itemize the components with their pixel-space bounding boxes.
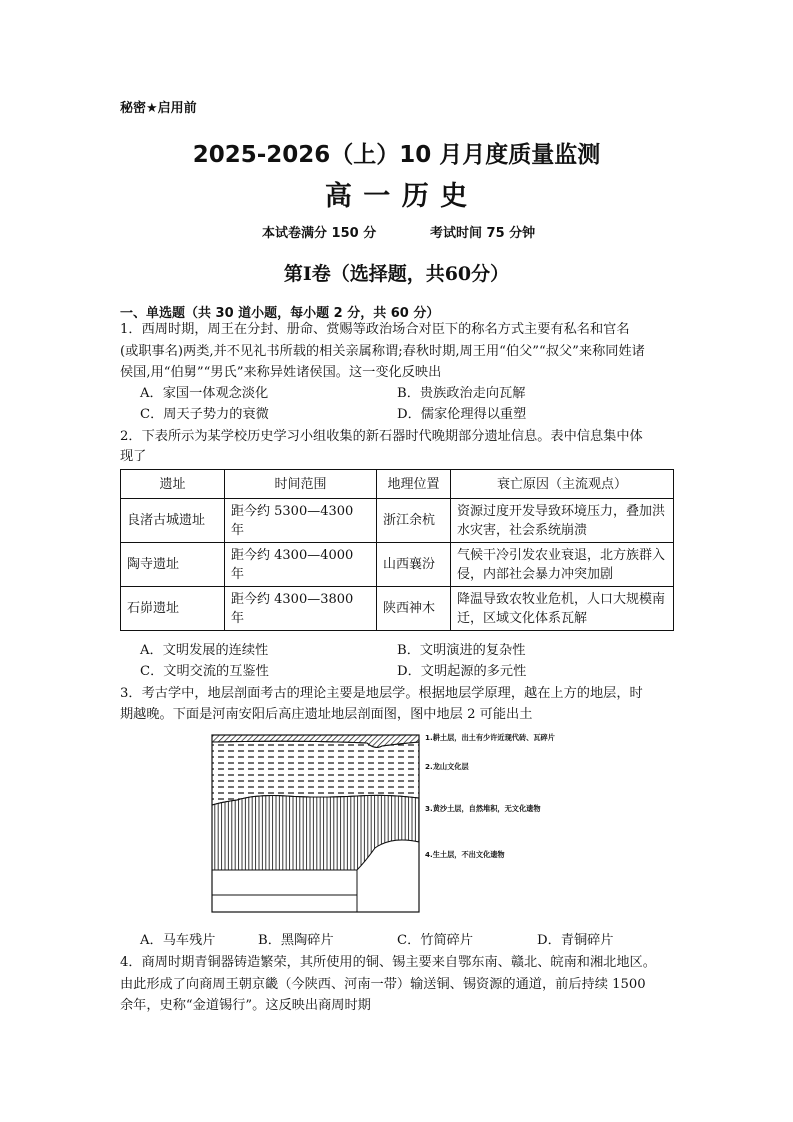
q1-option-d[interactable]: D．儒家伦理得以重塑 <box>397 407 527 422</box>
table-header-row <box>121 470 674 499</box>
table-header-cell: 时间范围 <box>225 470 377 499</box>
site-table <box>120 469 674 631</box>
q2-option-d[interactable]: D．文明起源的多元性 <box>397 664 527 679</box>
table-cell-time: 距今约 4300—3800 年 <box>225 587 377 631</box>
table-cell-place: 浙江余杭 <box>377 499 451 543</box>
q4-line-2: 由此形成了向商周王朝京畿（今陕西、河南一带）输送铜、锡资源的通道，前后持续 1500 <box>120 977 646 992</box>
stratigraphy-diagram <box>207 730 497 915</box>
table-cell-cause: 气候干冷引发农业衰退，北方族群入侵，内部社会暴力冲突加剧 <box>451 543 674 587</box>
table-cell-time: 距今约 5300—4300 年 <box>225 499 377 543</box>
diagram-label-layer-4: 4.生土层，不出文化遗物 <box>425 850 505 859</box>
score-info: 本试卷满分 150 分 <box>262 226 377 241</box>
q1-line-3: 侯国,用“伯舅”“男氏”来称异姓诸侯国。这一变化反映出 <box>120 365 442 380</box>
q2-line-1: 2．下表所示为某学校历史学习小组收集的新石器时代晚期部分遗址信息。表中信息集中体 <box>120 429 643 444</box>
q2-option-a[interactable]: A．文明发展的连续性 <box>140 643 269 658</box>
table-cell-site: 石峁遗址 <box>121 587 225 631</box>
q3-option-a[interactable]: A．马车残片 <box>140 933 216 948</box>
q1-option-b[interactable]: B．贵族政治走向瓦解 <box>397 386 526 401</box>
table-cell-site: 良渚古城遗址 <box>121 499 225 543</box>
secret-label: 秘密★启用前 <box>120 101 197 116</box>
q2-line-2: 现了 <box>120 449 147 464</box>
table-row <box>121 499 674 543</box>
q4-line-1: 4．商周时期青铜器铸造繁荣，其所使用的铜、锡主要来自鄂东南、赣北、皖南和湘北地区。 <box>120 955 656 970</box>
q1-option-c[interactable]: C．周天子势力的衰微 <box>140 407 269 422</box>
section-instruction: 一、单选题（共 30 道小题，每小题 2 分，共 60 分） <box>120 306 440 321</box>
q2-option-b[interactable]: B．文明演进的复杂性 <box>397 643 526 658</box>
table-row <box>121 543 674 587</box>
table-row <box>121 587 674 631</box>
table-cell-cause: 资源过度开发导致环境压力，叠加洪水灾害，社会系统崩溃 <box>451 499 674 543</box>
q4-line-3: 余年，史称“金道锡行”。这反映出商周时期 <box>120 998 371 1013</box>
table-cell-place: 山西襄汾 <box>377 543 451 587</box>
table-cell-time: 距今约 4300—4000 年 <box>225 543 377 587</box>
q3-option-c[interactable]: C．竹简碎片 <box>397 933 474 948</box>
section-title: 第Ⅰ卷（选择题，共60分） <box>283 263 510 285</box>
table-header-cell: 地理位置 <box>377 470 451 499</box>
q3-line-1: 3．考古学中，地层剖面考古的理论主要是地层学。根据地层学原理，越在上方的地层，时 <box>120 686 643 701</box>
q1-option-a[interactable]: A．家国一体观念淡化 <box>140 386 269 401</box>
table-header-cell: 遗址 <box>121 470 225 499</box>
diagram-label-layer-2: 2.龙山文化层 <box>425 762 469 771</box>
diagram-label-layer-1: 1.耕土层，出土有少许近现代砖、瓦碎片 <box>425 733 555 742</box>
diagram-label-layer-3: 3.黄沙土层，自然堆积，无文化遗物 <box>425 804 541 813</box>
q3-option-d[interactable]: D．青铜碎片 <box>537 933 614 948</box>
q1-line-2: (或职事名)两类,并不见礼书所载的相关亲属称谓;春秋时期,周王用“伯父”“叔父”来称同姓诸 <box>120 344 645 359</box>
table-cell-site: 陶寺遗址 <box>121 543 225 587</box>
q1-line-1: 1．西周时期，周王在分封、册命、赏赐等政治场合对臣下的称名方式主要有私名和官名 <box>120 322 630 337</box>
time-info: 考试时间 75 分钟 <box>430 226 536 241</box>
exam-title: 2025-2026（上）10 月月度质量监测 <box>192 142 601 168</box>
table-header-cell: 衰亡原因（主流观点） <box>451 470 674 499</box>
table-cell-place: 陕西神木 <box>377 587 451 631</box>
table-cell-cause: 降温导致农牧业危机，人口大规模南迁，区域文化体系瓦解 <box>451 587 674 631</box>
q2-option-c[interactable]: C．文明交流的互鉴性 <box>140 664 269 679</box>
q3-option-b[interactable]: B．黑陶碎片 <box>258 933 334 948</box>
q3-line-2: 期越晚。下面是河南安阳后高庄遗址地层剖面图，图中地层 2 可能出土 <box>120 707 533 722</box>
subject-title: 高 一 历 史 <box>324 181 469 212</box>
